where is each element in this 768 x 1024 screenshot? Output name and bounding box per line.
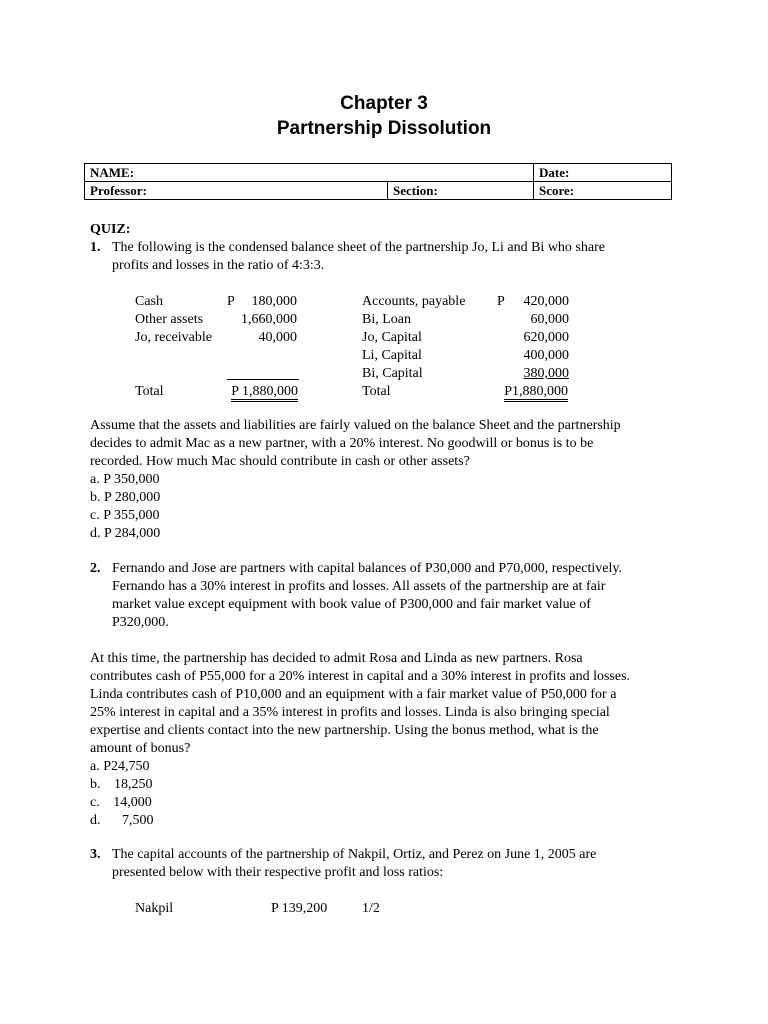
question-3-number: 3. <box>90 847 101 862</box>
choice-a[interactable]: a. P 350,000 <box>90 472 160 487</box>
student-info-table <box>84 163 672 200</box>
subtotal-rule <box>227 379 299 380</box>
question-1-text: profits and losses in the ratio of 4:3:3. <box>112 258 325 273</box>
section-field[interactable]: Section: <box>388 182 534 200</box>
total-label: Total <box>135 384 164 399</box>
date-field[interactable]: Date: <box>534 164 672 182</box>
choice-letter: d. <box>90 813 101 828</box>
total-label: Total <box>362 384 391 399</box>
question-3-text: presented below with their respective profit and loss ratios: <box>112 865 444 880</box>
question-2-stem: contributes cash of P55,000 for a 20% interest in capital and a 30% interest in profits and losses. <box>90 669 631 684</box>
currency-prefix: P <box>227 294 235 309</box>
liability-label: Bi, Capital <box>362 366 423 381</box>
question-1-number: 1. <box>90 240 101 255</box>
question-1-stem: recorded. How much Mac should contribute in cash or other assets? <box>90 454 470 469</box>
choice-d[interactable] <box>90 812 154 830</box>
choice-letter: a. <box>90 759 100 774</box>
liability-label: Bi, Loan <box>362 312 411 327</box>
choice-c[interactable] <box>90 794 152 812</box>
question-2-text: P320,000. <box>112 615 169 630</box>
choice-value: 18,250 <box>114 777 153 792</box>
question-1-stem: decides to admit Mac as a new partner, with a 20% interest. No goodwill or bonus is to be <box>90 436 594 451</box>
asset-label: Jo, receivable <box>135 330 212 345</box>
question-2-stem: expertise and clients contact into the new partnership. Using the bonus method, what is the <box>90 723 599 738</box>
liability-label: Li, Capital <box>362 348 422 363</box>
choice-letter: b. <box>90 777 101 792</box>
asset-label: Cash <box>135 294 163 309</box>
choice-a[interactable] <box>90 758 150 776</box>
currency-prefix: P <box>497 294 505 309</box>
name-field[interactable]: NAME: <box>85 164 534 182</box>
liability-value: 380,000 <box>523 366 569 381</box>
choice-value: 7,500 <box>122 813 154 828</box>
choice-value: 14,000 <box>113 795 152 810</box>
liability-label: Accounts, payable <box>362 294 466 309</box>
question-2-text: Fernando has a 30% interest in profits and losses. All assets of the partnership are at fair <box>112 579 606 594</box>
question-2-text: market value except equipment with book value of P300,000 and fair market value of <box>112 597 591 612</box>
question-2-stem: Linda contributes cash of P10,000 and an equipment with a fair market value of P50,000 for a <box>90 687 617 702</box>
page-title: Partnership Dissolution <box>276 118 492 139</box>
liability-value: 400,000 <box>523 348 569 363</box>
asset-value: 180,000 <box>251 294 297 309</box>
choice-c[interactable]: c. P 355,000 <box>90 508 160 523</box>
choice-letter: c. <box>90 795 100 810</box>
partner-ratio: 1/2 <box>362 901 380 916</box>
question-3-text: The capital accounts of the partnership of Nakpil, Ortiz, and Perez on June 1, 2005 are <box>112 847 597 862</box>
professor-field[interactable]: Professor: <box>85 182 388 200</box>
asset-value: 40,000 <box>258 330 297 345</box>
question-1-stem: Assume that the assets and liabilities are fairly valued on the balance Sheet and the partnership <box>90 418 621 433</box>
liability-label: Jo, Capital <box>362 330 422 345</box>
question-2-stem: 25% interest in capital and a 35% interest in profits and losses. Linda is also bringing special <box>90 705 610 720</box>
question-2-number: 2. <box>90 561 101 576</box>
choice-d[interactable]: d. P 284,000 <box>90 526 161 541</box>
question-2-stem: At this time, the partnership has decided to admit Rosa and Linda as new partners. Rosa <box>90 651 583 666</box>
choice-b[interactable]: b. P 280,000 <box>90 490 161 505</box>
partner-capital: P 139,200 <box>271 901 328 916</box>
liability-value: 620,000 <box>523 330 569 345</box>
question-2-stem: amount of bonus? <box>90 741 191 756</box>
total-liabilities: P1,880,000 <box>504 384 568 402</box>
question-1-text: The following is the condensed balance sheet of the partnership Jo, Li and Bi who share <box>112 240 605 255</box>
question-2-text: Fernando and Jose are partners with capital balances of P30,000 and P70,000, respectively. <box>112 561 622 576</box>
total-assets: P 1,880,000 <box>231 384 298 402</box>
asset-value: 1,660,000 <box>241 312 297 327</box>
quiz-label: QUIZ: <box>90 222 131 237</box>
liability-value: 60,000 <box>530 312 569 327</box>
score-field[interactable]: Score: <box>534 182 672 200</box>
choice-b[interactable] <box>90 776 153 794</box>
asset-label: Other assets <box>135 312 204 327</box>
chapter-heading: Chapter 3 <box>340 93 428 114</box>
choice-value: P24,750 <box>103 759 150 774</box>
liability-value: 420,000 <box>523 294 569 309</box>
partner-name: Nakpil <box>135 901 174 916</box>
